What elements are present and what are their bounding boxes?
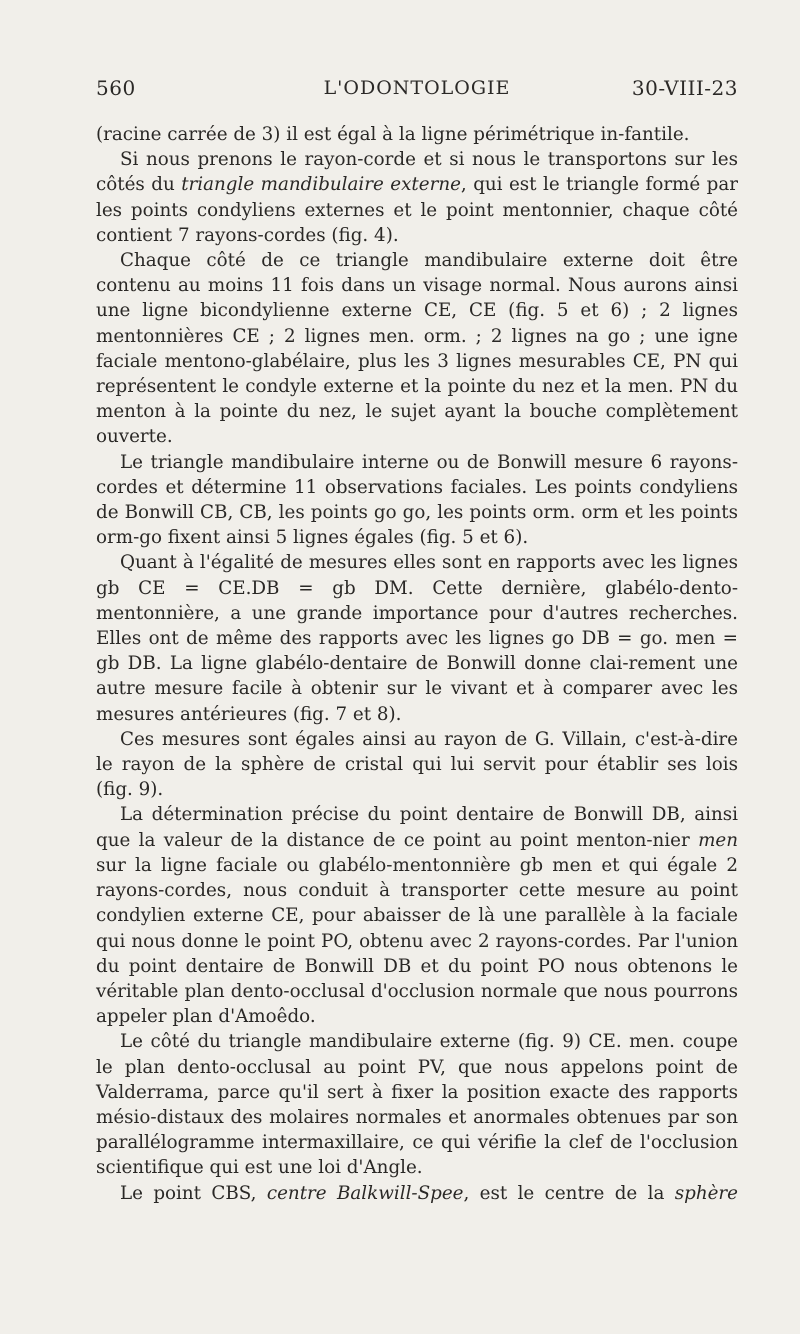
italic-term: triangle mandibulaire externe [181, 174, 461, 196]
paragraph: Ces mesures sont égales ainsi au rayon de G. Villain, c'est-à-dire le rayon de la sphère de cristal qui lui servit pour établir ses lois (fig. 9). [96, 728, 738, 801]
text-run: , est le centre de la [463, 1182, 675, 1204]
text-run: , qui est le triangle formé par les points condyliens externes et le point mentonnier, chaque côté contient 7 rayons-cordes (fig. 4). [96, 174, 739, 246]
paragraph: Le côté du triangle mandibulaire externe (fig. 9) CE. men. coupe le plan dento-occlusal au point PV, que nous appelons point de Valderrama, parce qu'il sert à fixer la position exacte des rapports mésio-distaux des molaires normales et anormales obtenues par son parallélogramme intermaxillaire, ce qui vérifie la clef de l'occlusion scientifique qui est une loi d'Angle. [96, 1031, 738, 1179]
running-header [96, 76, 738, 108]
text-run: sur la ligne faciale ou glabélo-mentonnière gb men et qui égale 2 rayons-cordes, nous conduit à transporter cette mesure au point condylien externe CE, pour abaisser de là une parallèle à la faciale qui nous donne le point PO, obtenu avec 2 rayons-cordes. Par l'union du point dentaire de Bonwill DB et du point PO nous obtenons le véritable plan dento-occlusal d'occlusion normale que nous pourrons appeler plan d'Amoêdo. [96, 854, 738, 1028]
paragraph: Chaque côté de ce triangle mandibulaire externe doit être contenu au moins 11 fois dans un visage normal. Nous aurons ainsi une ligne bicondylienne externe CE, CE (fig. 5 et 6) ; 2 lignes mentonnières CE ; 2 lignes men. orm. ; 2 lignes na go ; une igne faciale mentono-glabélaire, plus les 3 lignes mesurables CE, PN qui représentent le condyle externe et la pointe du nez et la men. PN du menton à la pointe du nez, le sujet ayant la bouche complètement ouverte. [96, 250, 738, 448]
paragraph: Quant à l'égalité de mesures elles sont en rapports avec les lignes gb CE = CE.DB = gb DM. Cette dernière, glabélo-dento-mentonnière, a une grande importance pour d'autres recherches. Elles ont de même des rapports avec les lignes go DB = go. men = gb DB. La ligne glabélo-dentaire de Bonwill donne clai-rement une autre mesure facile à obtenir sur le vivant et à comparer avec les mesures antérieures (fig. 7 et 8). [96, 552, 738, 725]
italic-term: centre Balkwill-Spee [266, 1182, 464, 1204]
page-number: 560 [96, 76, 136, 100]
text-run: Si nous prenons le rayon-corde et si nous le transportons sur les côtés du [96, 149, 738, 196]
italic-term: sphère [674, 1182, 738, 1204]
italic-term: men [698, 829, 738, 851]
body-text [96, 122, 738, 1206]
paragraph [96, 147, 738, 248]
paragraph [96, 802, 738, 1029]
journal-title: L'ODONTOLOGIE [323, 77, 511, 99]
paragraph: Le triangle mandibulaire interne ou de Bonwill mesure 6 rayons-cordes et détermine 11 observations faciales. Les points condyliens de Bonwill CB, CB, les points go go, les points orm. orm et les points orm-go fixent ainsi 5 lignes égales (fig. 5 et 6). [96, 451, 738, 549]
issue-date: 30-VIII-23 [631, 76, 738, 100]
document-page [96, 76, 738, 1206]
paragraph [96, 1181, 738, 1206]
text-run: La détermination précise du point dentaire de Bonwill DB, ainsi que la valeur de la distance de ce point au point menton-nier [96, 804, 738, 851]
paragraph: (racine carrée de 3) il est égal à la ligne périmétrique in-fantile. [96, 124, 690, 145]
text-run: Le point CBS, [120, 1182, 267, 1204]
